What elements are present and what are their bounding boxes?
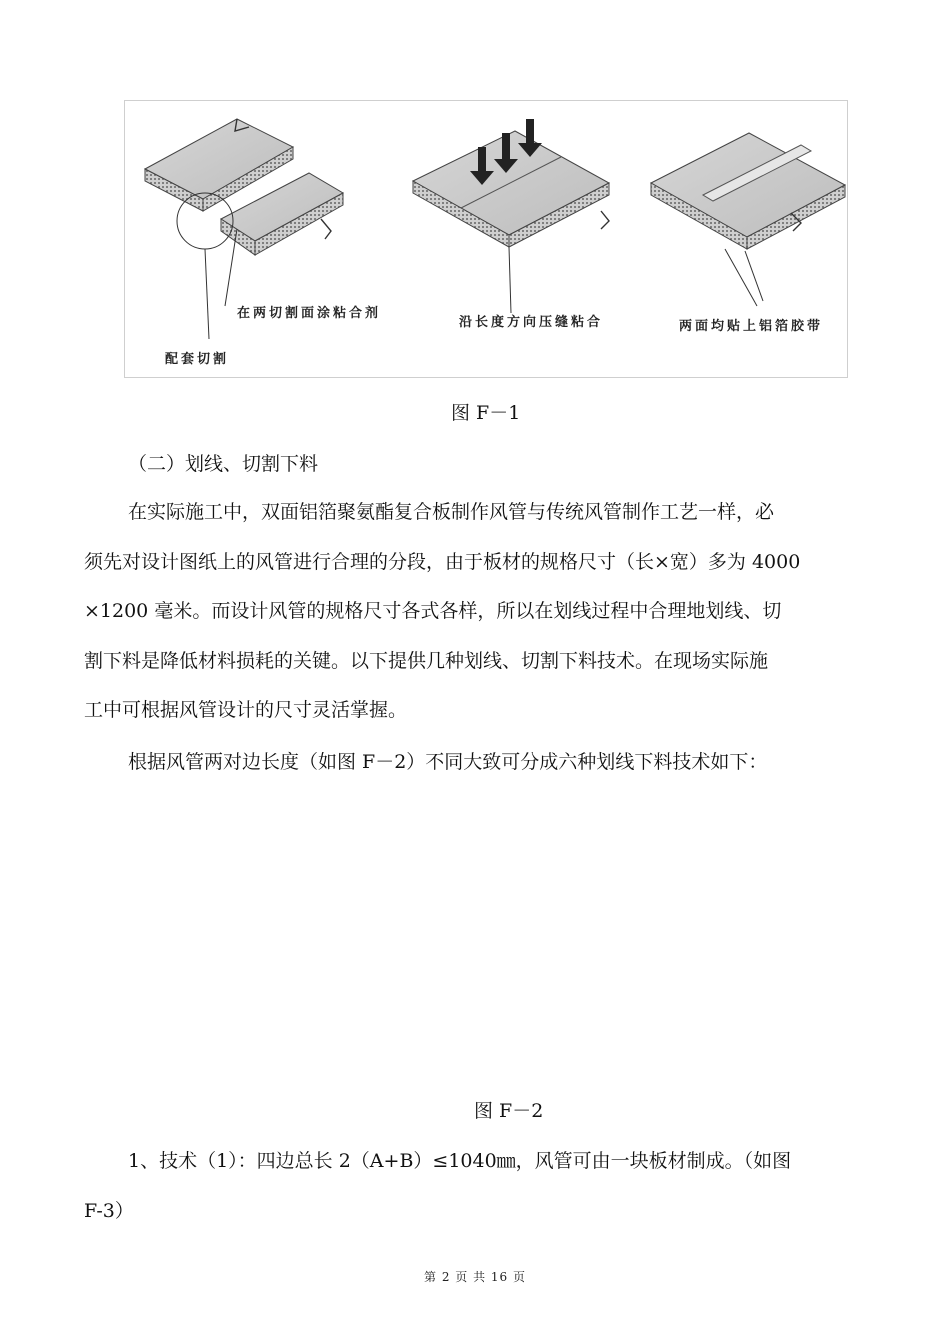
middle-board: [413, 131, 609, 247]
figure-f2-caption: 图 F－2: [474, 1100, 544, 1122]
technique1-line2: F-3）: [84, 1200, 134, 1222]
label-aluminum-tape: 两面均贴上铝箔胶带: [679, 319, 824, 334]
paragraph2: 根据风管两对边长度（如图 F－2）不同大致可分成六种划线下料技术如下：: [128, 751, 768, 773]
page-footer: 第 2 页 共 16 页: [424, 1270, 526, 1284]
paragraph1-line5: 工中可根据风管设计的尺寸灵活掌握。: [84, 699, 408, 721]
paragraph1-line4: 割下料是降低材料损耗的关键。以下提供几种划线、切割下料技术。在现场实际施: [84, 650, 769, 672]
label-matched-cut: 配套切割: [165, 352, 230, 367]
figure-f1-caption: 图 F－1: [451, 402, 521, 424]
paragraph1-line3: ×1200 毫米。而设计风管的规格尺寸各式各样，所以在划线过程中合理地划线、切: [84, 600, 782, 622]
label-press-seam: 沿长度方向压缝粘合: [459, 315, 604, 330]
figure-f1: [124, 100, 848, 378]
label-apply-adhesive: 在两切割面涂粘合剂: [237, 306, 382, 321]
technique1-line1: 1、技术（1）：四边总长 2（A+B）≤1040㎜，风管可由一块板材制成。（如图: [128, 1150, 792, 1172]
section-heading: （二）划线、切割下料: [128, 453, 319, 475]
right-board: [651, 133, 845, 249]
figure-f1-illustration: [125, 101, 849, 379]
paragraph1-line2: 须先对设计图纸上的风管进行合理的分段，由于板材的规格尺寸（长×宽）多为 4000: [84, 551, 801, 573]
paragraph1-line1: 在实际施工中，双面铝箔聚氨酯复合板制作风管与传统风管制作工艺一样，必: [128, 501, 775, 523]
